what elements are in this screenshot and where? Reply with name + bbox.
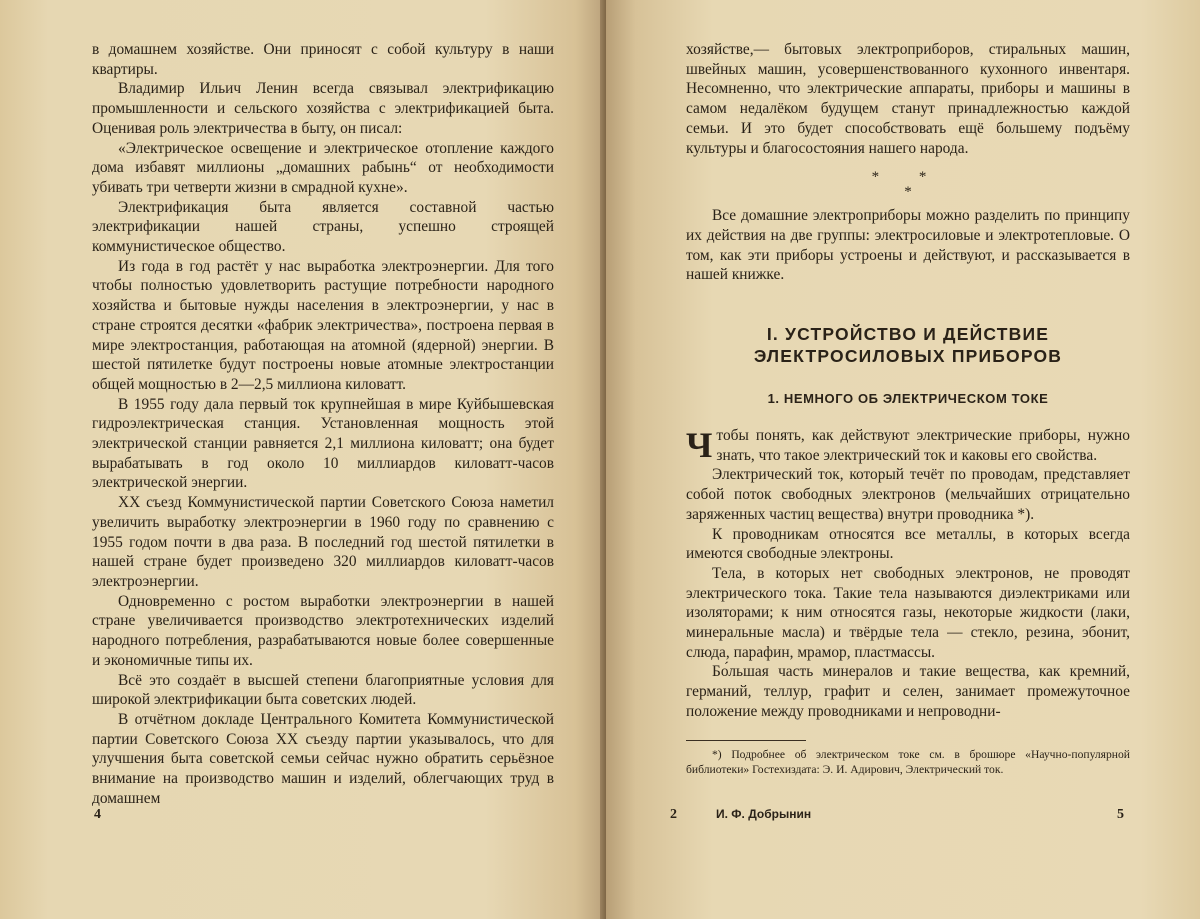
page-number-right: 5 bbox=[1117, 807, 1124, 822]
page-number-left: 4 bbox=[94, 807, 101, 822]
paragraph: XX съезд Коммунистической партии Советского Союза наметил увеличить выработку электроэнергии в 1960 году по сравнению с 1955 годом почти в два раза. В последний год шестой пятилетки в нашей стране будет произведено 320 миллиардов киловатт-часов электроэнергии. bbox=[92, 494, 554, 590]
footnote: *) Подробнее об электрическом токе см. в брошюре «Научно-популярной библиотеки» Гостехиздата: Э. И. Адирович, Электрический ток. bbox=[686, 747, 1130, 776]
paragraph: В 1955 году дала первый ток крупнейшая в мире Куйбышевская гидроэлектрическая станция. Установленная мощность этой электрической станции равняется 2,1 миллиона киловатт; она будет вырабатывать в год около 10 миллиардов киловатт-часов электрической энергии. bbox=[92, 395, 554, 492]
paragraph: хозяйстве,— бытовых электроприборов, стиральных машин, швейных машин, усовершенствованного кухонного инвентаря. Несомненно, что электрические аппараты, приборы и машины в самом недалёком будущем станут принадлежностью каждой семьи. И это будет способствовать ещё большему подъёму культуры и благосостояния нашего народа. bbox=[686, 41, 1130, 157]
paragraph: Владимир Ильич Ленин всегда связывал электрификацию промышленности и сельского хозяйства с электрификацией быта. Оценивая роль электричества в быту, он писал: bbox=[92, 80, 554, 137]
paragraph: Электрический ток, который течёт по проводам, представляет собой поток свободных электронов (мельчайших отрицательно заряженных частиц вещества) внутри проводника *). bbox=[686, 466, 1130, 523]
paragraph: Бо́льшая часть минералов и такие вещества, как кремний, германий, теллур, графит и селен, занимает промежуточное положение между проводниками и непроводни- bbox=[686, 663, 1130, 720]
chapter-title: I. УСТРОЙСТВО И ДЕЙСТВИЕ ЭЛЕКТРОСИЛОВЫХ ПРИБОРОВ bbox=[753, 324, 1063, 367]
stars-bottom: * bbox=[904, 184, 912, 201]
stars-top: * * bbox=[871, 169, 945, 186]
intro-paragraph: Все домашние электроприборы можно разделить по принципу их действия на две группы: электросиловые и электротепловые. О том, как эти приборы устроены и действуют, и рассказывается в нашей книжке. bbox=[686, 207, 1130, 284]
section-title: 1. НЕМНОГО ОБ ЭЛЕКТРИЧЕСКОМ ТОКЕ bbox=[767, 391, 1049, 407]
paragraph: В отчётном докладе Центрального Комитета Коммунистической партии Советского Союза XX съезду партии указывалось, что для улучшения быта советской семьи сейчас нужно обратить серьёзное внимание на производство машин и изделий, облегчающих труд в домашнем bbox=[92, 710, 554, 807]
paragraph: Электрификация быта является составной частью электрификации нашей страны, успешно строящей коммунистическое общество. bbox=[92, 198, 554, 256]
quotation: «Электрическое освещение и электрическое отопление каждого дома избавят миллионы „домашних рабынь“ от необходимости убивать три четверти жизни в смрадной кухне». bbox=[92, 139, 554, 196]
paragraph: Одновременно с ростом выработки электроэнергии в нашей стране увеличивается производство электротехнических изделий народного потребления, разрабатываются новые более совершенные и экономичные типы их. bbox=[92, 592, 554, 669]
paragraph: Из года в год растёт у нас выработка электроэнергии. Для того чтобы полностью удовлетворить растущие потребности народного хозяйства и бытовые нужды населения в электроэнергии, у нас в стране строятся десятки «фабрик электричества», построена первая в мире электростанция, работающая на атомной (ядерной) энергии. В шестой пятилетке будут построены новые атомные электростанции общей мощностью в 2—2,5 миллиона киловатт. bbox=[92, 257, 554, 393]
paragraph: Всё это создаёт в высшей степени благоприятные условия для широкой электрификации быта советских людей. bbox=[92, 671, 554, 709]
section-divider-stars bbox=[686, 170, 1130, 200]
paragraph: К проводникам относятся все металлы, в которых всегда имеются свободные электроны. bbox=[686, 525, 1130, 563]
paragraph: в домашнем хозяйстве. Они приносят с собой культуру в наши квартиры. bbox=[92, 41, 554, 78]
right-page bbox=[606, 0, 1200, 919]
signature-number: 2 bbox=[670, 807, 677, 822]
dropcap-paragraph bbox=[686, 426, 1130, 465]
paragraph: Тела, в которых нет свободных электронов, не проводят электрического тока. Такие тела называются диэлектриками или изоляторами; к ним относятся газы, некоторые жидкости (лаки, минеральные масла) и твёрдые тела — стекло, резина, эбонит, слюда, парафин, мрамор, пластмассы. bbox=[686, 564, 1130, 661]
signature-author: И. Ф. Добрынин bbox=[716, 807, 812, 821]
footnote-rule bbox=[686, 740, 806, 741]
drop-cap-letter: Ч bbox=[686, 425, 713, 466]
dropcap-paragraph-text: тобы понять, как действуют электрические приборы, нужно знать, что такое электрический ток и каковы его свойства. bbox=[716, 427, 1130, 464]
